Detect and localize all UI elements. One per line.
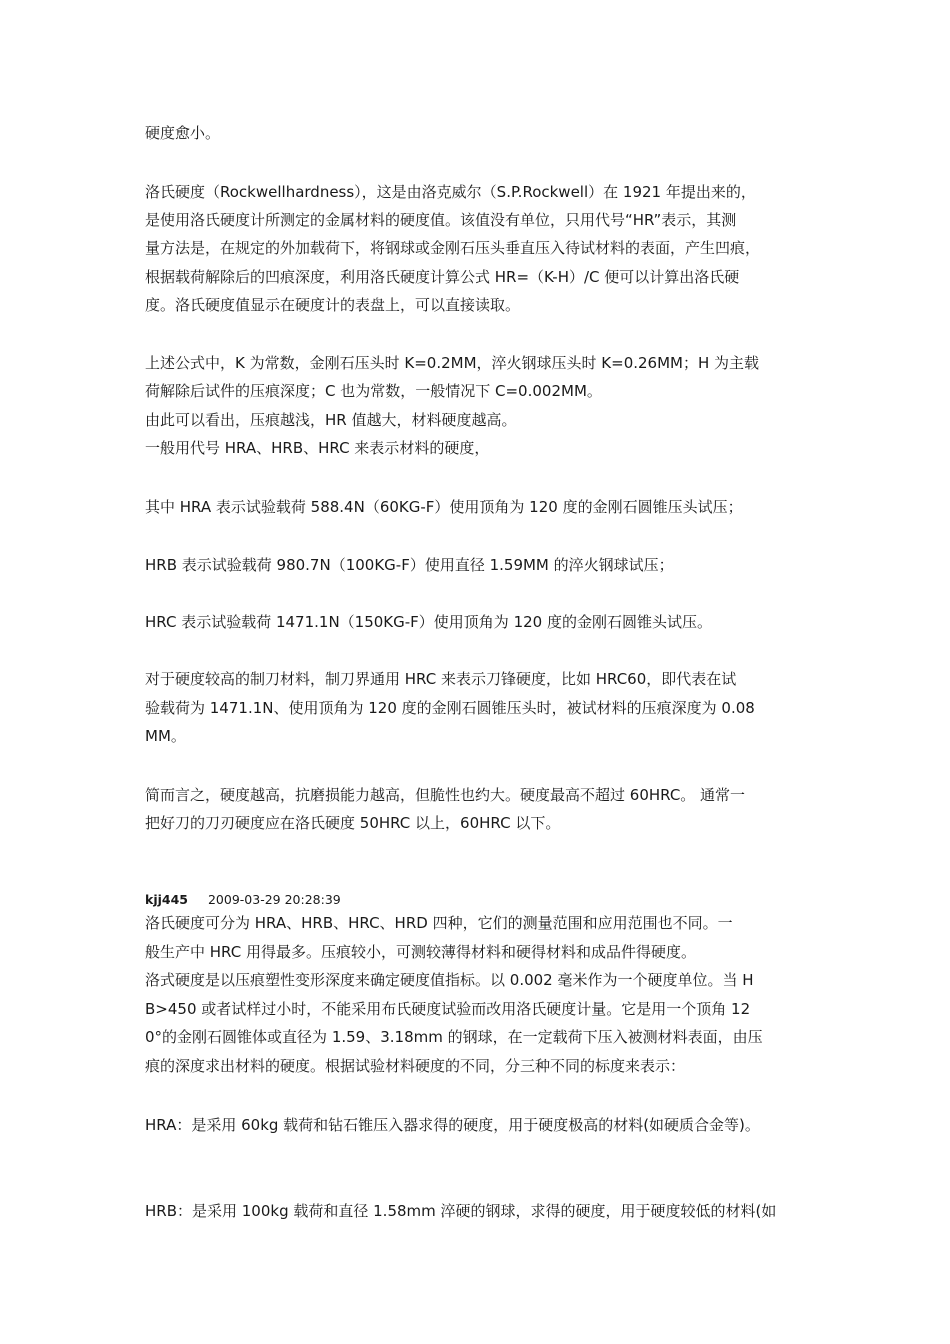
text-line: HRB 表示试验载荷 980.7N（100KG-F）使用直径 1.59MM 的淬火钢球试压； — [145, 556, 674, 574]
text-line: HRC 表示试验载荷 1471.1N（150KG-F）使用顶角为 120 度的金刚石圆锥头试压。 — [145, 613, 712, 631]
text-line: 荷解除后试件的压痕深度；C 也为常数，一般情况下 C=0.002MM。 — [145, 382, 602, 400]
text-line: HRA：是采用 60kg 载荷和钻石锥压入器求得的硬度，用于硬度极高的材料(如硬质合金等)。 — [145, 1116, 760, 1134]
text-line: 其中 HRA 表示试验载荷 588.4N（60KG-F）使用顶角为 120 度的金刚石圆锥压头试压； — [145, 498, 743, 516]
text-line: 对于硬度较高的制刀材料，制刀界通用 HRC 来表示刀锋硬度，比如 HRC60，即代表在试 — [145, 670, 737, 688]
text-line: 简而言之，硬度越高，抗磨损能力越高，但脆性也约大。硬度最高不超过 60HRC。 通常一 — [145, 786, 746, 804]
text-line: 一般用代号 HRA、HRB、HRC 来表示材料的硬度， — [145, 439, 490, 457]
text-line: 由此可以看出，压痕越浅，HR 值越大，材料硬度越高。 — [145, 411, 517, 429]
text-line: 是使用洛氏硬度计所测定的金属材料的硬度值。该值没有单位，只用代号“HR”表示，其测 — [145, 211, 737, 229]
text-line: 硬度愈小。 — [145, 124, 221, 142]
text-line: 洛氏硬度可分为 HRA、HRB、HRC、HRD 四种，它们的测量范围和应用范围也不同。一 — [145, 914, 733, 932]
text-line: 度。洛氏硬度值显示在硬度计的表盘上，可以直接读取。 — [145, 296, 521, 314]
text-line: 量方法是，在规定的外加载荷下，将钢球或金刚石压头垂直压入待试材料的表面，产生凹痕， — [145, 239, 761, 257]
text-line: 验载荷为 1471.1N、使用顶角为 120 度的金刚石圆锥压头时，被试材料的压痕深度为 0.08 — [145, 699, 755, 717]
reply-timestamp: 2009-03-29 20:28:39 — [207, 892, 341, 907]
text-line: B>450 或者试样过小时，不能采用布氏硬度试验而改用洛氏硬度计量。它是用一个顶角 12 — [145, 1000, 751, 1018]
text-line: 上述公式中，K 为常数，金刚石压头时 K=0.2MM，淬火钢球压头时 K=0.26MM；H 为主载 — [145, 354, 760, 372]
text-line: 般生产中 HRC 用得最多。压痕较小，可测较薄得材料和硬得材料和成品件得硬度。 — [145, 943, 696, 961]
text-line: 洛式硬度是以压痕塑性变形深度来确定硬度值指标。以 0.002 毫米作为一个硬度单位。当 H — [145, 971, 754, 989]
text-line: 痕的深度求出材料的硬度。根据试验材料硬度的不同，分三种不同的标度来表示： — [145, 1057, 686, 1075]
reply-username: kjj445 — [145, 892, 188, 907]
text-line: MM。 — [145, 727, 186, 745]
reply-meta — [145, 890, 810, 910]
text-line: HRB：是采用 100kg 载荷和直径 1.58mm 淬硬的钢球，求得的硬度，用于硬度较低的材料(如 — [145, 1202, 777, 1220]
text-line: 把好刀的刀刃硬度应在洛氏硬度 50HRC 以上，60HRC 以下。 — [145, 814, 561, 832]
text-line: 0°的金刚石圆锥体或直径为 1.59、3.18mm 的钢球，在一定载荷下压入被测材料表面，由压 — [145, 1028, 763, 1046]
text-line: 洛氏硬度（Rockwellhardness），这是由洛克威尔（S.P.Rockwell）在 1921 年提出来的， — [145, 183, 756, 201]
text-line: 根据载荷解除后的凹痕深度，利用洛氏硬度计算公式 HR=（K-H）/C 便可以计算出洛氏硬 — [145, 268, 740, 286]
